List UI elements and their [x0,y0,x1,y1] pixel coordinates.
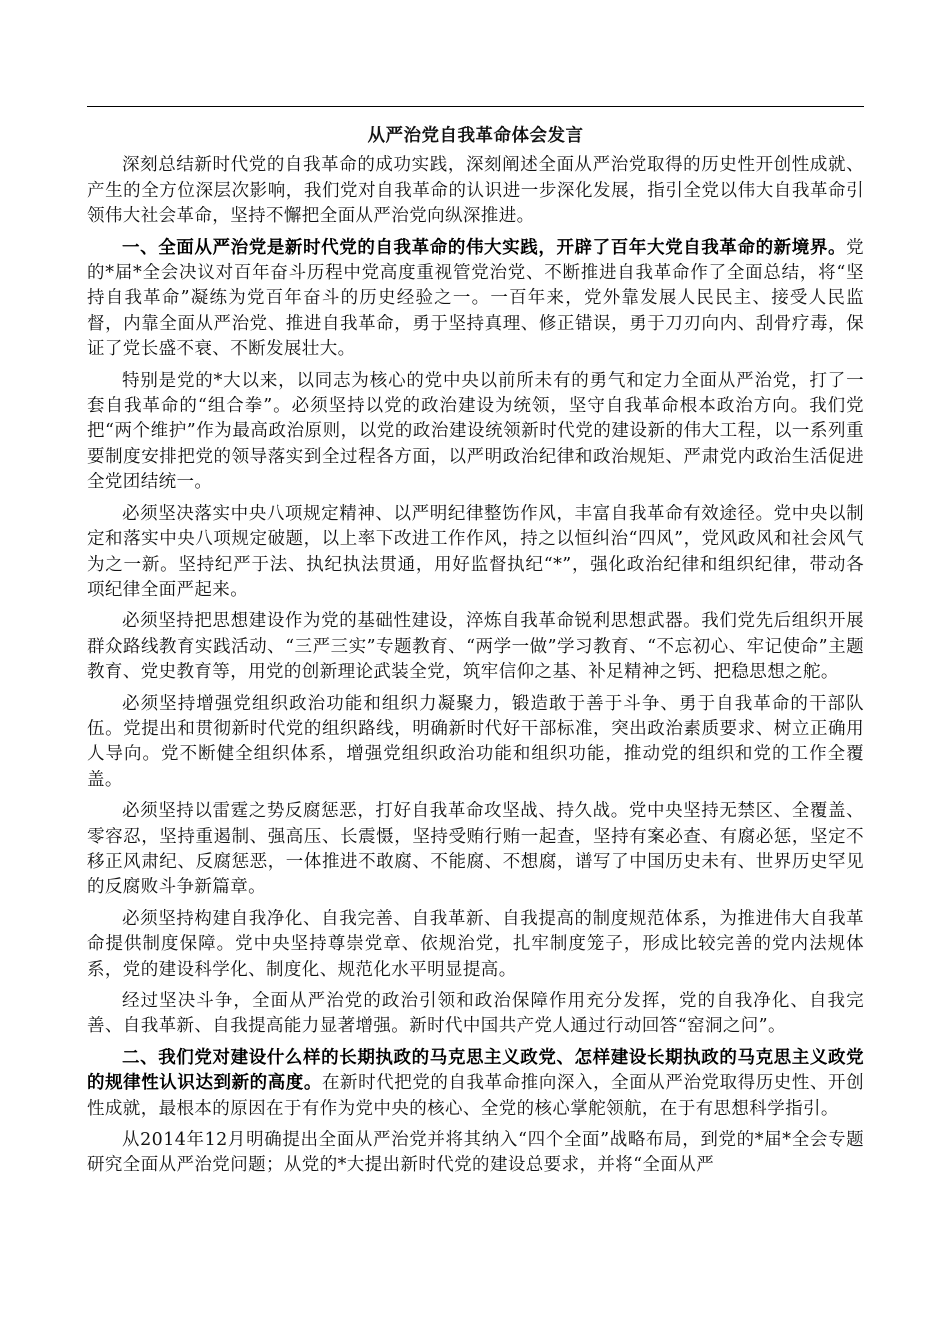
paragraph [87,989,864,1040]
paragraph [87,153,864,229]
paragraph-text: 必须坚持构建自我净化、自我完善、自我革新、自我提高的制度规范体系，为推进伟大自我革命提供制度保障。党中央坚持尊崇党章、依规治党，扎牢制度笼子，形成比较完善的党内法规体系，党的建设科学化、制度化、规范化水平明显提高。 [87,908,864,980]
paragraph-text: 从2014年12月明确提出全面从严治党并将其纳入“四个全面”战略布局，到党的*届*全会专题研究全面从严治党问题；从党的*大提出新时代党的建设总要求，并将“全面从严 [87,1130,864,1176]
paragraph-text: 党的*届*全会决议对百年奋斗历程中党高度重视管党治党、不断推进自我革命作了全面总结，将“坚持自我革命”凝练为党百年奋斗的历史经验之一。一百年来，党外靠发展人民民主、接受人民监督，内靠全面从严治党、推进自我革命，勇于坚持真理、修正错误，勇于刀刃向内、刮骨疗毒，保证了党长盛不衰、不断发展壮大。 [87,237,864,360]
paragraph-text: 特别是党的*大以来，以同志为核心的党中央以前所未有的勇气和定力全面从严治党，打了一套自我革命的“组合拳”。必须坚持以党的政治建设为统领，坚守自我革命根本政治方向。我们党把“两个维护”作为最高政治原则，以党的政治建设统领新时代党的建设新的伟大工程，以一系列重要制度安排把党的领导落实到全过程各方面，以严明政治纪律和政治规矩、严肃党内政治生活促进全党团结统一。 [87,370,864,493]
paragraph-text: 必须坚持把思想建设作为党的基础性建设，淬炼自我革命锐利思想武器。我们党先后组织开展群众路线教育实践活动、“三严三实”专题教育、“两学一做”学习教育、“不忘初心、牢记使命”主题教育、党史教育等，用党的创新理论武装全党，筑牢信仰之基、补足精神之钙、把稳思想之舵。 [87,611,864,683]
document-body [87,124,864,1183]
paragraph [87,907,864,983]
paragraph-text: 必须坚持增强党组织政治功能和组织力凝聚力，锻造敢于善于斗争、勇于自我革命的干部队伍。党提出和贯彻新时代党的组织路线，明确新时代好干部标准，突出政治素质要求、树立正确用人导向。党不断健全组织体系，增强党组织政治功能和组织功能，推动党的组织和党的工作全覆盖。 [87,693,864,790]
paragraph [87,609,864,685]
paragraph-text: 深刻总结新时代党的自我革命的成功实践，深刻阐述全面从严治党取得的历史性开创性成就、产生的全方位深层次影响，我们党对自我革命的认识进一步深化发展，指引全党以伟大自我革命引领伟大社会革命，坚持不懈把全面从严治党向纵深推进。 [87,155,864,227]
header-rule [87,106,864,107]
paragraph-text: 经过坚决斗争，全面从严治党的政治引领和政治保障作用充分发挥，党的自我净化、自我完善、自我革新、自我提高能力显著增强。新时代中国共产党人通过行动回答“窑洞之问”。 [87,991,864,1037]
section-heading: 二、我们党对建设什么样的长期执政的马克思主义政党、怎样建设长期执政的马克思主义政党的规律性认识达到新的高度。 [87,1047,864,1094]
paragraph-text: 必须坚持以雷霆之势反腐惩恶，打好自我革命攻坚战、持久战。党中央坚持无禁区、全覆盖、零容忍，坚持重遏制、强高压、长震慑，坚持受贿行贿一起查，坚持有案必查、有腐必惩，坚定不移正风肃纪、反腐惩恶，一体推进不敢腐、不能腐、不想腐，谱写了中国历史未有、世界历史罕见的反腐败斗争新篇章。 [87,801,864,898]
section-paragraph [87,1046,864,1122]
paragraph [87,502,864,604]
document-title: 从严治党自我革命体会发言 [367,126,584,146]
paragraph [87,369,864,496]
section-paragraph [87,236,864,363]
paragraph [87,692,864,794]
paragraph-text: 必须坚决落实中央八项规定精神、以严明纪律整饬作风，丰富自我革命有效途径。党中央以制定和落实中央八项规定破题，以上率下改进工作作风，持之以恒纠治“四风”，党风政风和社会风气为之一新。坚持纪严于法、执纪执法贯通，用好监督执纪“*”，强化政治纪律和组织纪律，带动各项纪律全面严起来。 [87,503,864,600]
paragraph [87,1128,864,1179]
section-heading: 一、全面从严治党是新时代党的自我革命的伟大实践，开辟了百年大党自我革命的新境界。 [122,237,847,258]
paragraph-text: 在新时代把党的自我革命推向深入，全面从严治党取得历史性、开创性成就，最根本的原因在于有作为党中央的核心、全党的核心掌舵领航，在于有思想科学指引。 [87,1073,865,1119]
paragraph [87,799,864,901]
